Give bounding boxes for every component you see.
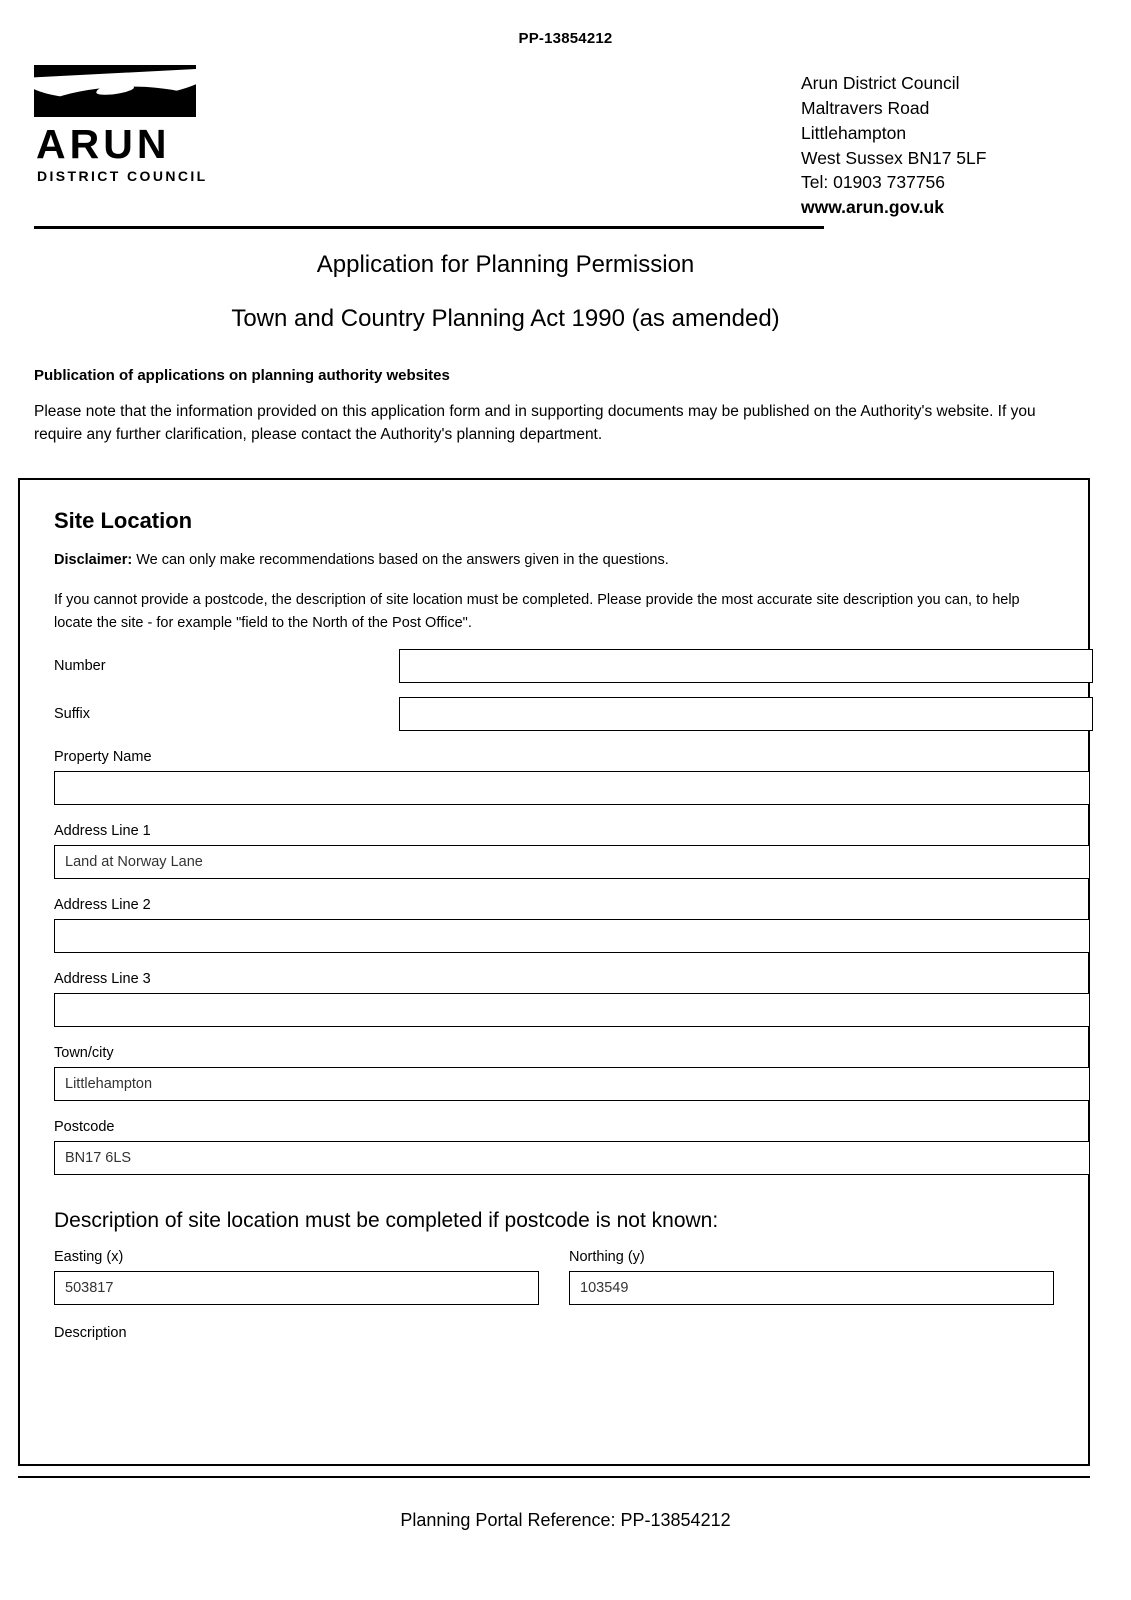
- number-label: Number: [54, 658, 106, 675]
- easting-label: Easting (x): [54, 1249, 124, 1266]
- postcode-label: Postcode: [54, 1119, 115, 1136]
- document-title: Application for Planning Permission: [316, 251, 695, 279]
- address-line-1-label: Address Line 1: [54, 823, 151, 840]
- arun-council-logo: [34, 65, 334, 184]
- council-address-block: [801, 65, 1051, 220]
- coordinates-row: [54, 1243, 1054, 1305]
- site-location-title: Site Location: [54, 508, 193, 533]
- document-subtitle: Town and Country Planning Act 1990 (as amended): [231, 305, 780, 333]
- council-county-postcode: West Sussex BN17 5LF: [801, 147, 987, 168]
- description-section-heading: Description of site location must be completed if postcode is not known:: [54, 1209, 719, 1233]
- suffix-label: Suffix: [54, 706, 91, 723]
- easting-field: [54, 1243, 539, 1305]
- council-town: Littlehampton: [801, 122, 907, 143]
- suffix-input[interactable]: [399, 697, 1093, 731]
- council-street: Maltravers Road: [801, 97, 930, 118]
- publication-heading: Publication of applications on planning authority websites: [34, 367, 450, 385]
- disclaimer-label: Disclaimer:: [54, 552, 133, 568]
- site-location-disclaimer: [54, 550, 1054, 571]
- address-line-3-label: Address Line 3: [54, 971, 151, 988]
- address-line-1-input[interactable]: Land at Norway Lane: [54, 845, 1090, 879]
- site-location-section: [18, 478, 1090, 1466]
- disclaimer-text: We can only make recommendations based on the answers given in the questions.: [132, 552, 669, 568]
- suffix-field-row: [54, 697, 1054, 731]
- site-location-instructions: If you cannot provide a postcode, the description of site location must be completed. Please provide the most accurate site description you can, to help locate the site - for example "field to the North of the Post Office".: [54, 592, 1020, 632]
- property-name-input[interactable]: [54, 771, 1090, 805]
- address-line-3-input[interactable]: [54, 993, 1090, 1027]
- description-label: Description: [54, 1325, 127, 1342]
- address-line-2-label: Address Line 2: [54, 897, 151, 914]
- publication-body: Please note that the information provided on this application form and in supporting documents may be published on the Authority's website. If you require any further clarification, please contact the Authority's planning department.: [34, 403, 1036, 444]
- application-reference-top: PP-13854212: [518, 30, 613, 47]
- town-city-input[interactable]: Littlehampton: [54, 1067, 1090, 1101]
- document-header: [0, 47, 1131, 220]
- address-line-2-input[interactable]: [54, 919, 1090, 953]
- logo-mark-icon: [34, 65, 196, 117]
- council-name: Arun District Council: [801, 73, 960, 93]
- council-website: www.arun.gov.uk: [801, 197, 944, 218]
- footer-reference: Planning Portal Reference: PP-13854212: [400, 1510, 731, 1530]
- header-divider: [34, 226, 824, 229]
- easting-input[interactable]: 503817: [54, 1271, 539, 1305]
- northing-field: [569, 1243, 1054, 1305]
- town-city-label: Town/city: [54, 1045, 114, 1062]
- number-input[interactable]: [399, 649, 1093, 683]
- northing-label: Northing (y): [569, 1249, 645, 1266]
- logo-wordmark: ARUN: [36, 121, 171, 167]
- postcode-input[interactable]: BN17 6LS: [54, 1141, 1090, 1175]
- northing-input[interactable]: 103549: [569, 1271, 1054, 1305]
- footer-divider: [18, 1476, 1090, 1478]
- number-field-row: [54, 649, 1054, 683]
- property-name-label: Property Name: [54, 749, 152, 766]
- council-telephone: Tel: 01903 737756: [801, 172, 946, 193]
- logo-subtitle: DISTRICT COUNCIL: [37, 168, 208, 185]
